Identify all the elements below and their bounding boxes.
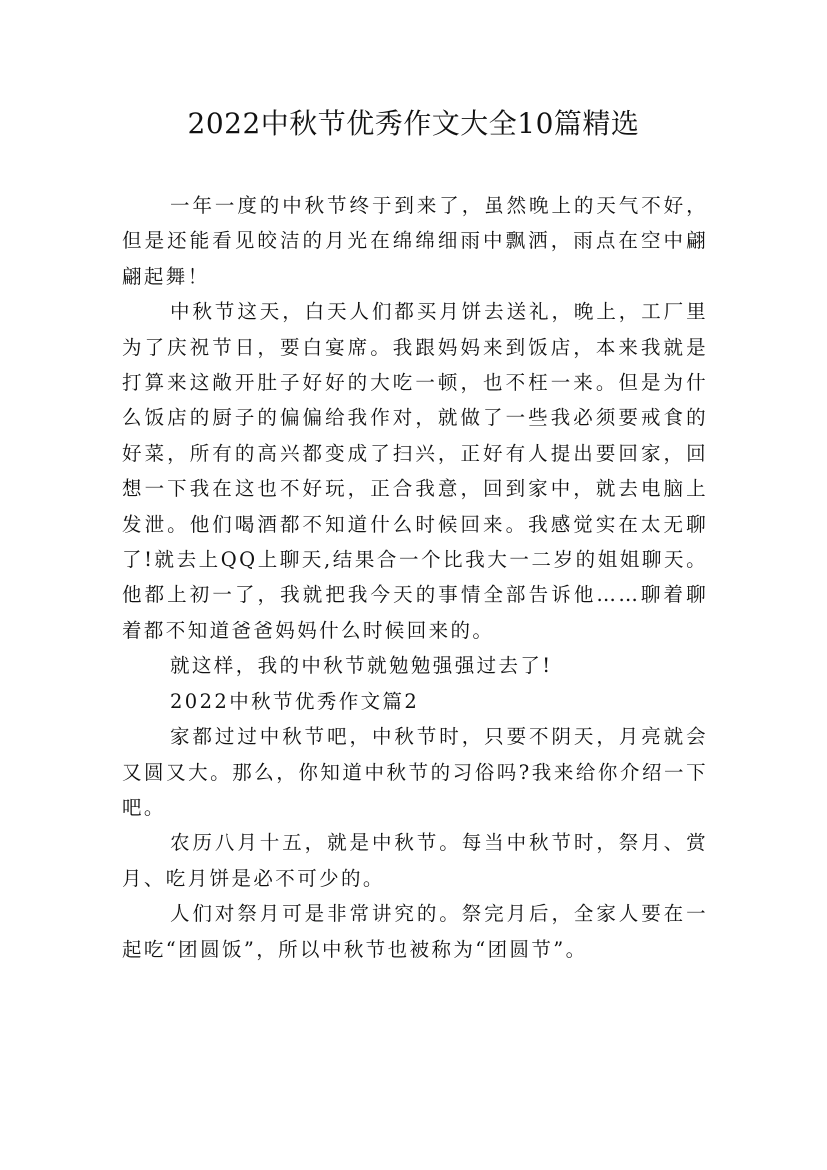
document-body xyxy=(122,188,708,967)
paragraph-2: 中秋节这天，白天人们都买月饼去送礼，晚上，工厂里为了庆祝节日，要白宴席。我跟妈妈来到饭店，本来我就是打算来这敞开肚子好好的大吃一顿，也不枉一来。但是为什么饭店的厨子的偏偏给我作对，就做了一些我必须要戒食的好菜，所有的高兴都变成了扫兴，正好有人提出要回家，回想一下我在这也不好玩，正合我意，回到家中，就去电脑上发泄。他们喝酒都不知道什么时候回来。我感觉实在太无聊了!就去上QQ上聊天,结果合一个比我大一二岁的姐姐聊天。他都上初一了，我就把我今天的事情全部告诉他……聊着聊着都不知道爸爸妈妈什么时候回来的。 xyxy=(122,300,708,642)
paragraph-6: 人们对祭月可是非常讲究的。祭完月后，全家人要在一起吃“团圆饭”，所以中秋节也被称为“团圆节”。 xyxy=(122,902,708,961)
paragraph-4: 家都过过中秋节吧，中秋节时，只要不阴天，月亮就会又圆又大。那么，你知道中秋节的习俗吗?我来给你介绍一下吧。 xyxy=(122,725,708,819)
paragraph-3: 就这样，我的中秋节就勉勉强强过去了! xyxy=(170,654,553,678)
section-heading: 2022中秋节优秀作文篇2 xyxy=(170,689,420,713)
paragraph-1: 一年一度的中秋节终于到来了，虽然晚上的天气不好，但是还能看见皎洁的月光在绵绵细雨中飘洒，雨点在空中翩翩起舞！ xyxy=(122,194,708,288)
document-title: 2022中秋节优秀作文大全10篇精选 xyxy=(187,107,640,140)
paragraph-5: 农历八月十五，就是中秋节。每当中秋节时，祭月、赏月、吃月饼是必不可少的。 xyxy=(122,831,708,890)
